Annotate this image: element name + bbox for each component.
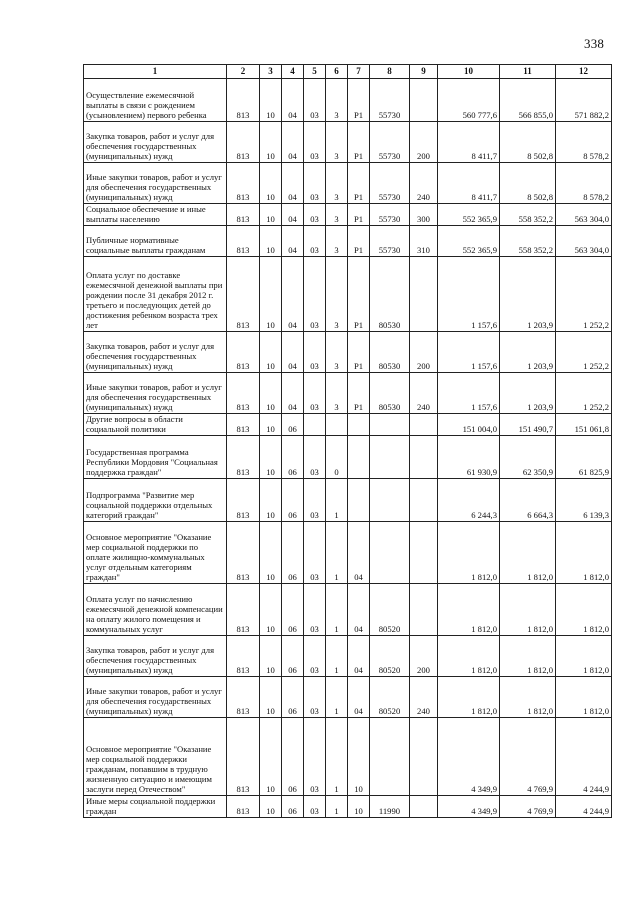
amount-year-1: 1 812,0 [438, 636, 500, 677]
row-name: Оплата услуг по начислению ежемесячной денежной компенсации на оплату жилого помещения и коммунальных услуг [84, 584, 227, 636]
amount-year-1: 552 365,9 [438, 226, 500, 257]
amount-year-2: 1 203,9 [500, 257, 556, 332]
code-subprogram: 1 [326, 636, 348, 677]
code-direction [370, 479, 410, 522]
table-row [84, 414, 612, 436]
code-expense-type [410, 522, 438, 584]
column-header-5: 5 [304, 65, 326, 79]
amount-year-2: 558 352,2 [500, 226, 556, 257]
amount-year-2: 1 203,9 [500, 332, 556, 373]
code-subprogram: 3 [326, 122, 348, 163]
code-direction: 55730 [370, 122, 410, 163]
code-subsection: 06 [282, 414, 304, 436]
amount-year-1: 4 349,9 [438, 718, 500, 796]
code-section: 10 [260, 718, 282, 796]
code-subsection: 06 [282, 479, 304, 522]
code-subprogram: 1 [326, 796, 348, 818]
code-ministry: 813 [227, 677, 260, 718]
table-body [84, 79, 612, 818]
code-subsection: 04 [282, 332, 304, 373]
code-subprogram: 3 [326, 257, 348, 332]
amount-year-2: 62 350,9 [500, 436, 556, 479]
code-event: P1 [348, 122, 370, 163]
table-row [84, 122, 612, 163]
code-program: 03 [304, 122, 326, 163]
code-event [348, 479, 370, 522]
code-section: 10 [260, 796, 282, 818]
code-event: 04 [348, 677, 370, 718]
code-ministry: 813 [227, 718, 260, 796]
code-subprogram: 3 [326, 79, 348, 122]
amount-year-2: 6 664,3 [500, 479, 556, 522]
table-row [84, 796, 612, 818]
code-expense-type [410, 436, 438, 479]
code-ministry: 813 [227, 332, 260, 373]
code-subsection: 04 [282, 122, 304, 163]
code-ministry: 813 [227, 122, 260, 163]
code-direction: 80520 [370, 636, 410, 677]
code-subsection: 04 [282, 204, 304, 226]
column-header-6: 6 [326, 65, 348, 79]
code-event: P1 [348, 226, 370, 257]
amount-year-3: 1 252,2 [556, 332, 612, 373]
table-row [84, 79, 612, 122]
amount-year-2: 1 812,0 [500, 677, 556, 718]
code-expense-type: 300 [410, 204, 438, 226]
code-direction: 55730 [370, 204, 410, 226]
code-expense-type [410, 584, 438, 636]
code-event: P1 [348, 332, 370, 373]
amount-year-2: 1 203,9 [500, 373, 556, 414]
code-section: 10 [260, 636, 282, 677]
amount-year-2: 8 502,8 [500, 122, 556, 163]
code-program: 03 [304, 204, 326, 226]
amount-year-1: 4 349,9 [438, 796, 500, 818]
code-direction: 55730 [370, 226, 410, 257]
code-event: 04 [348, 636, 370, 677]
row-name: Оплата услуг по доставке ежемесячной денежной выплаты при рождении после 31 декабря 2012 г. третьего и последующих детей до достижения ребенком возраста трех лет [84, 257, 227, 332]
page-number: 338 [584, 36, 605, 51]
code-expense-type: 240 [410, 677, 438, 718]
code-subsection: 06 [282, 636, 304, 677]
amount-year-1: 6 244,3 [438, 479, 500, 522]
amount-year-3: 1 252,2 [556, 257, 612, 332]
column-header-8: 8 [370, 65, 410, 79]
code-event: 04 [348, 584, 370, 636]
table-row [84, 677, 612, 718]
amount-year-2: 8 502,8 [500, 163, 556, 204]
amount-year-1: 8 411,7 [438, 122, 500, 163]
code-program: 03 [304, 522, 326, 584]
code-subprogram: 1 [326, 677, 348, 718]
amount-year-1: 8 411,7 [438, 163, 500, 204]
amount-year-1: 1 157,6 [438, 257, 500, 332]
code-expense-type [410, 414, 438, 436]
amount-year-3: 1 812,0 [556, 636, 612, 677]
code-expense-type [410, 79, 438, 122]
code-subprogram: 3 [326, 226, 348, 257]
code-subsection: 04 [282, 79, 304, 122]
amount-year-3: 563 304,0 [556, 204, 612, 226]
column-header-9: 9 [410, 65, 438, 79]
amount-year-3: 8 578,2 [556, 122, 612, 163]
code-event [348, 414, 370, 436]
code-ministry: 813 [227, 373, 260, 414]
column-header-11: 11 [500, 65, 556, 79]
code-ministry: 813 [227, 796, 260, 818]
code-direction: 80530 [370, 257, 410, 332]
code-program [304, 414, 326, 436]
row-name: Закупка товаров, работ и услуг для обеспечения государственных (муниципальных) нужд [84, 332, 227, 373]
code-program: 03 [304, 584, 326, 636]
code-ministry: 813 [227, 257, 260, 332]
amount-year-3: 571 882,2 [556, 79, 612, 122]
code-section: 10 [260, 479, 282, 522]
amount-year-3: 151 061,8 [556, 414, 612, 436]
code-expense-type: 240 [410, 163, 438, 204]
code-event: P1 [348, 204, 370, 226]
row-name: Основное мероприятие "Оказание мер социальной поддержки по оплате жилищно-коммунальных услуг отдельным категориям граждан" [84, 522, 227, 584]
column-header-10: 10 [438, 65, 500, 79]
code-expense-type: 200 [410, 332, 438, 373]
code-section: 10 [260, 257, 282, 332]
amount-year-3: 8 578,2 [556, 163, 612, 204]
code-section: 10 [260, 226, 282, 257]
code-section: 10 [260, 79, 282, 122]
table-row [84, 436, 612, 479]
code-subsection: 06 [282, 584, 304, 636]
amount-year-1: 560 777,6 [438, 79, 500, 122]
code-section: 10 [260, 373, 282, 414]
code-section: 10 [260, 436, 282, 479]
code-subsection: 06 [282, 718, 304, 796]
code-subprogram: 3 [326, 373, 348, 414]
amount-year-1: 1 812,0 [438, 522, 500, 584]
amount-year-1: 151 004,0 [438, 414, 500, 436]
amount-year-2: 1 812,0 [500, 584, 556, 636]
amount-year-2: 1 812,0 [500, 636, 556, 677]
code-subprogram: 1 [326, 522, 348, 584]
amount-year-3: 1 252,2 [556, 373, 612, 414]
code-subprogram: 1 [326, 584, 348, 636]
code-subsection: 06 [282, 436, 304, 479]
code-ministry: 813 [227, 436, 260, 479]
code-subprogram: 1 [326, 479, 348, 522]
code-event: 10 [348, 796, 370, 818]
code-ministry: 813 [227, 584, 260, 636]
table-row [84, 479, 612, 522]
amount-year-1: 1 157,6 [438, 332, 500, 373]
amount-year-3: 6 139,3 [556, 479, 612, 522]
row-name: Иные закупки товаров, работ и услуг для обеспечения государственных (муниципальных) нужд [84, 163, 227, 204]
code-event: P1 [348, 257, 370, 332]
amount-year-3: 1 812,0 [556, 522, 612, 584]
code-program: 03 [304, 796, 326, 818]
row-name: Социальное обеспечение и иные выплаты населению [84, 204, 227, 226]
amount-year-3: 1 812,0 [556, 584, 612, 636]
table-row [84, 373, 612, 414]
code-subprogram: 0 [326, 436, 348, 479]
code-ministry: 813 [227, 636, 260, 677]
row-name: Другие вопросы в области социальной политики [84, 414, 227, 436]
code-program: 03 [304, 373, 326, 414]
code-subprogram: 3 [326, 204, 348, 226]
table-row [84, 636, 612, 677]
code-section: 10 [260, 522, 282, 584]
code-direction: 80520 [370, 584, 410, 636]
code-expense-type [410, 257, 438, 332]
amount-year-3: 563 304,0 [556, 226, 612, 257]
table-row [84, 163, 612, 204]
code-ministry: 813 [227, 204, 260, 226]
amount-year-1: 552 365,9 [438, 204, 500, 226]
column-header-7: 7 [348, 65, 370, 79]
code-section: 10 [260, 122, 282, 163]
code-section: 10 [260, 414, 282, 436]
amount-year-1: 61 930,9 [438, 436, 500, 479]
code-subprogram [326, 414, 348, 436]
code-event: 10 [348, 718, 370, 796]
code-direction: 80530 [370, 373, 410, 414]
code-expense-type: 200 [410, 122, 438, 163]
code-program: 03 [304, 332, 326, 373]
code-program: 03 [304, 163, 326, 204]
code-ministry: 813 [227, 163, 260, 204]
code-subsection: 04 [282, 163, 304, 204]
code-program: 03 [304, 79, 326, 122]
row-name: Подпрограмма "Развитие мер социальной поддержки отдельных категорий граждан" [84, 479, 227, 522]
amount-year-1: 1 812,0 [438, 677, 500, 718]
code-subsection: 06 [282, 796, 304, 818]
table-row [84, 718, 612, 796]
code-expense-type: 240 [410, 373, 438, 414]
code-expense-type [410, 479, 438, 522]
amount-year-3: 4 244,9 [556, 796, 612, 818]
code-direction: 11990 [370, 796, 410, 818]
code-direction [370, 718, 410, 796]
row-name: Иные закупки товаров, работ и услуг для обеспечения государственных (муниципальных) нужд [84, 677, 227, 718]
code-direction [370, 436, 410, 479]
budget-table [83, 64, 612, 818]
code-ministry: 813 [227, 226, 260, 257]
table-row [84, 332, 612, 373]
code-program: 03 [304, 436, 326, 479]
row-name: Осуществление ежемесячной выплаты в связи с рождением (усыновлением) первого ребенка [84, 79, 227, 122]
code-direction [370, 414, 410, 436]
code-expense-type [410, 796, 438, 818]
row-name: Закупка товаров, работ и услуг для обеспечения государственных (муниципальных) нужд [84, 122, 227, 163]
row-name: Публичные нормативные социальные выплаты гражданам [84, 226, 227, 257]
column-header-12: 12 [556, 65, 612, 79]
code-program: 03 [304, 479, 326, 522]
amount-year-2: 4 769,9 [500, 718, 556, 796]
code-ministry: 813 [227, 479, 260, 522]
amount-year-2: 566 855,0 [500, 79, 556, 122]
code-subprogram: 3 [326, 163, 348, 204]
code-program: 03 [304, 677, 326, 718]
row-name: Закупка товаров, работ и услуг для обеспечения государственных (муниципальных) нужд [84, 636, 227, 677]
column-header-4: 4 [282, 65, 304, 79]
code-expense-type: 200 [410, 636, 438, 677]
code-subprogram: 1 [326, 718, 348, 796]
amount-year-1: 1 157,6 [438, 373, 500, 414]
row-name: Основное мероприятие "Оказание мер социальной поддержки гражданам, попавшим в трудную жизненную ситуацию и имеющим заслуги перед Отечеством" [84, 718, 227, 796]
amount-year-2: 1 812,0 [500, 522, 556, 584]
code-section: 10 [260, 163, 282, 204]
amount-year-1: 1 812,0 [438, 584, 500, 636]
code-program: 03 [304, 226, 326, 257]
code-subsection: 04 [282, 257, 304, 332]
column-header-2: 2 [227, 65, 260, 79]
code-expense-type: 310 [410, 226, 438, 257]
code-ministry: 813 [227, 414, 260, 436]
code-section: 10 [260, 677, 282, 718]
code-subsection: 06 [282, 522, 304, 584]
table-row [84, 257, 612, 332]
code-direction: 80530 [370, 332, 410, 373]
table-header-row [84, 65, 612, 79]
amount-year-3: 61 825,9 [556, 436, 612, 479]
code-subsection: 04 [282, 226, 304, 257]
code-section: 10 [260, 332, 282, 373]
amount-year-3: 4 244,9 [556, 718, 612, 796]
table-row [84, 522, 612, 584]
table-row [84, 204, 612, 226]
code-program: 03 [304, 718, 326, 796]
row-name: Иные закупки товаров, работ и услуг для обеспечения государственных (муниципальных) нужд [84, 373, 227, 414]
code-subsection: 06 [282, 677, 304, 718]
code-event: P1 [348, 79, 370, 122]
amount-year-2: 4 769,9 [500, 796, 556, 818]
code-ministry: 813 [227, 522, 260, 584]
code-section: 10 [260, 584, 282, 636]
code-direction: 80520 [370, 677, 410, 718]
code-event: 04 [348, 522, 370, 584]
code-subprogram: 3 [326, 332, 348, 373]
code-event [348, 436, 370, 479]
code-event: P1 [348, 163, 370, 204]
row-name: Иные меры социальной поддержки граждан [84, 796, 227, 818]
code-section: 10 [260, 204, 282, 226]
code-direction: 55730 [370, 163, 410, 204]
column-header-3: 3 [260, 65, 282, 79]
code-event: P1 [348, 373, 370, 414]
code-ministry: 813 [227, 79, 260, 122]
table-row [84, 226, 612, 257]
code-direction: 55730 [370, 79, 410, 122]
amount-year-2: 151 490,7 [500, 414, 556, 436]
table-row [84, 584, 612, 636]
code-program: 03 [304, 636, 326, 677]
code-program: 03 [304, 257, 326, 332]
code-expense-type [410, 718, 438, 796]
amount-year-2: 558 352,2 [500, 204, 556, 226]
amount-year-3: 1 812,0 [556, 677, 612, 718]
column-header-1: 1 [84, 65, 227, 79]
code-subsection: 04 [282, 373, 304, 414]
row-name: Государственная программа Республики Мордовия "Социальная поддержка граждан" [84, 436, 227, 479]
code-direction [370, 522, 410, 584]
